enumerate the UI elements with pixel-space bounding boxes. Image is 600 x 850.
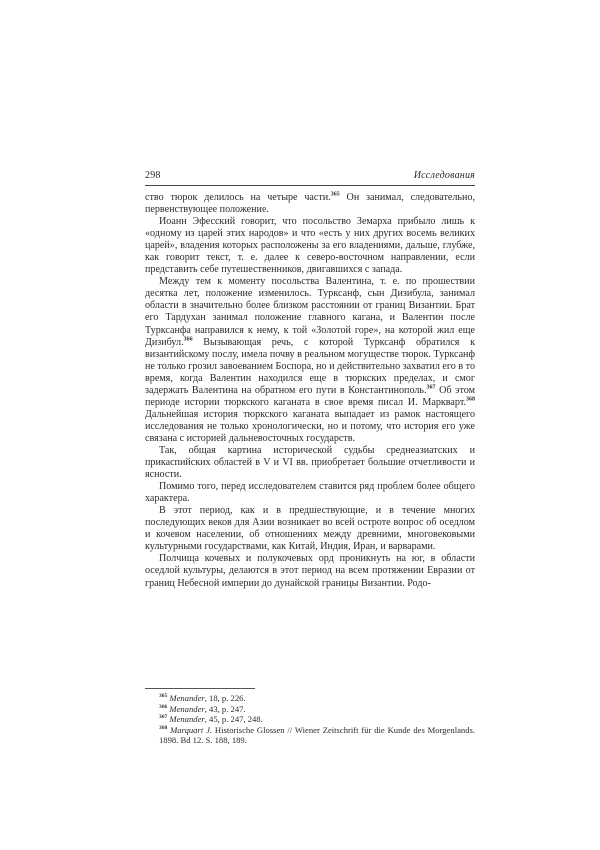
footnote-author: Menander (169, 703, 205, 714)
footnote-citation: Historische Glossen // Wiener Zeitschrift für die Kunde des Morgenlands. 1898. Bd 12. S. 188, 189. (159, 724, 475, 746)
paragraph (145, 192, 475, 216)
running-title: Исследования (413, 170, 475, 181)
footnote (145, 725, 475, 746)
text-run: Дальнейшая история тюркского каганата выпадает из рамок настоящего исследования не только хронологически, но и потому, что история его уже связана с историей дальневосточных государств. (145, 408, 475, 444)
footnote-rule (145, 688, 255, 689)
footnote-ref[interactable]: 365 (330, 191, 340, 198)
text-run: ство тюрок делилось на четыре части. (145, 192, 331, 203)
footnote-citation: , 18, p. 226. (204, 693, 246, 703)
footnote-number: 368 (159, 724, 168, 731)
page-number: 298 (145, 170, 161, 181)
text-run: Иоанн Эфесский говорит, что посольство Земарха прибыло лишь к «одному из царей этих народов» и что «есть у них других восемь великих царей», владения которых расположены за его владениями, дальше, глубже, как говорит текст, т. е. далее к северо-восточном направлении, если представить себе путешественников, двигавшихся с запада. (145, 216, 475, 276)
text-run: Об этом периоде истории тюркского каганата в свое время писал И. Маркварт. (145, 384, 476, 408)
text-run: Он занимал, следовательно, первенствующее положение. (145, 192, 475, 216)
footnote-number: 366 (159, 703, 168, 710)
footnote (145, 714, 475, 725)
text-run: Помимо того, перед исследователем ставится ряд проблем более общего характера. (145, 481, 475, 505)
text-run: Между тем к моменту посольства Валентина, т. е. по прошествии десятка лет, положение изменилось. Турксанф, сын Дизибула, занимал области в значительно более близком расстоянии от границ Византии. Брат его Тардухан занимал положение главного кагана, и Валентин после Турксанфа направился к нему, к той «Золотой горе», на которой жил еще Дизибул. (145, 276, 475, 348)
footnote (145, 704, 475, 715)
paragraph (145, 276, 475, 445)
footnote-author: Menander (169, 693, 205, 703)
footnote-ref[interactable]: 366 (183, 336, 193, 343)
text-run: В этот период, как и в предшествующие, и в течение многих последующих веков для Азии возникает во всей остроте вопрос об оседлом и кочевом населении, об отношениях между древними, многовековыми культурными государствами, как Китай, Индия, Иран, и варварами. (145, 505, 475, 553)
paragraph (145, 553, 475, 589)
text-run: Вызывающая речь, с которой Турксанф обратился к византийскому послу, имела почву в реальном могуществе тюрок. Турксанф не только грозил завоеванием Боспора, но и действительно захватил его в то время, когда Валентин находился еще в тюркских пределах, и смог задержать Валентина на обратном его пути в Константинополь. (145, 336, 475, 396)
footnotes (145, 693, 475, 746)
footnote-number: 365 (159, 693, 168, 700)
body-text (145, 192, 475, 590)
running-header (145, 170, 475, 181)
footnote-number: 367 (159, 714, 168, 721)
text-run: Так, общая картина исторической судьбы среднеазиатских и прикаспийских областей в V и VI вв. приобретает большие отчетливости и ясности. (145, 444, 475, 481)
paragraph (145, 216, 475, 276)
paragraph (145, 481, 475, 505)
header-rule (145, 185, 475, 186)
footnote-citation: , 43, p. 247. (204, 703, 246, 714)
footnote-citation: , 45, p. 247, 248. (204, 714, 263, 725)
footnote-author: Marquart J. (170, 724, 213, 735)
paragraph (145, 505, 475, 553)
text-run: Полчища кочевых и полукочевых орд проникнуть на юг, в области оседлой культуры, делаются в этот период на всем протяжении Евразии от границ Небесной империи до дунайской границы Византии. Родо- (145, 553, 475, 589)
footnote-ref[interactable]: 368 (466, 396, 475, 403)
footnote (145, 693, 475, 704)
paragraph (145, 445, 475, 481)
footnote-ref[interactable]: 367 (426, 384, 436, 391)
footnote-author: Menander (169, 714, 205, 725)
